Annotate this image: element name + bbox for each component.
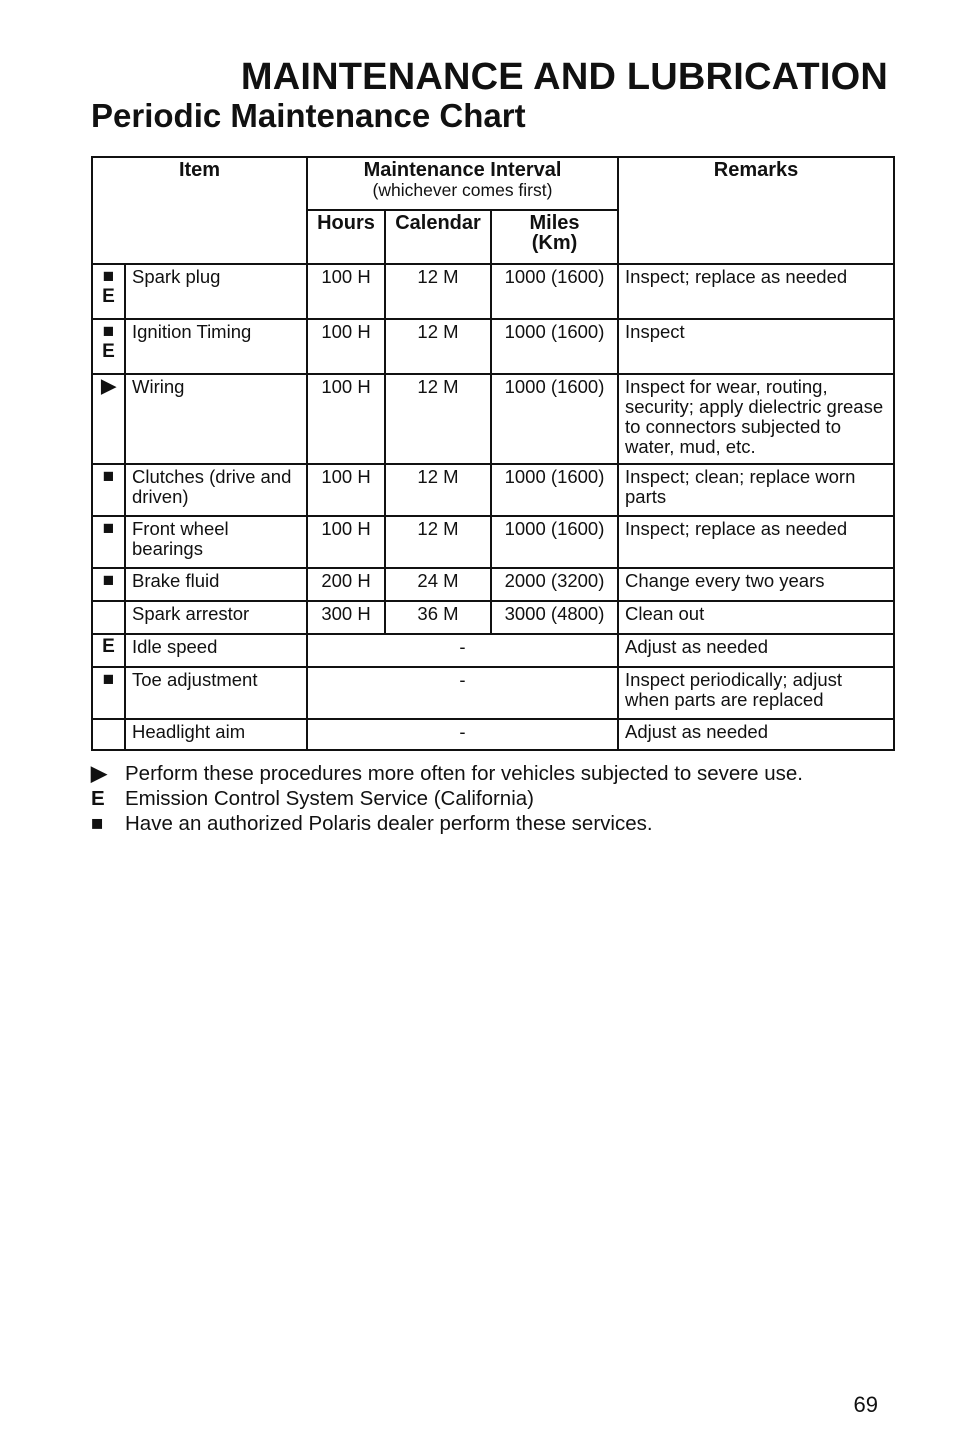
table-header-row <box>92 157 894 210</box>
legend-text: Emission Control System Service (California) <box>125 787 534 810</box>
row-symbols <box>92 264 125 319</box>
remarks-cell: Inspect; replace as needed <box>618 264 894 319</box>
calendar-cell: 36 M <box>385 601 491 634</box>
miles-cell: 1000 (1600) <box>491 374 618 464</box>
calendar-cell: 24 M <box>385 568 491 601</box>
row-symbols <box>92 374 125 464</box>
service-symbol: ■ <box>102 518 115 539</box>
header-miles-unit: (Km) <box>531 232 578 254</box>
row-symbols <box>92 667 125 719</box>
row-symbols <box>92 464 125 516</box>
remarks-cell: Inspect; replace as needed <box>618 516 894 568</box>
hours-cell: 200 H <box>307 568 385 601</box>
table-row <box>92 374 894 464</box>
maintenance-chart-table <box>91 156 895 751</box>
service-symbol: ■ <box>102 669 115 690</box>
item-cell: Clutches (drive and driven) <box>125 464 307 516</box>
calendar-cell: 12 M <box>385 374 491 464</box>
interval-cell: - <box>307 719 618 750</box>
header-calendar: Calendar <box>385 210 491 264</box>
hours-cell: 100 H <box>307 516 385 568</box>
emission-icon: E <box>91 787 105 810</box>
service-symbol: ■ <box>102 570 115 591</box>
hours-cell: 100 H <box>307 264 385 319</box>
header-interval-label: Maintenance Interval <box>363 159 562 181</box>
item-cell: Ignition Timing <box>125 319 307 374</box>
calendar-cell: 12 M <box>385 319 491 374</box>
legend-item <box>91 786 803 811</box>
table-row <box>92 601 894 634</box>
header-interval <box>307 157 618 210</box>
row-symbols <box>92 719 125 750</box>
header-miles-label: Miles <box>529 212 580 234</box>
row-symbols <box>92 319 125 374</box>
remarks-cell: Change every two years <box>618 568 894 601</box>
miles-cell: 1000 (1600) <box>491 464 618 516</box>
table-row <box>92 719 894 750</box>
row-symbols <box>92 634 125 667</box>
row-symbols <box>92 568 125 601</box>
hours-cell: 100 H <box>307 319 385 374</box>
service-symbol: ■ <box>102 266 115 287</box>
header-item: Item <box>92 157 307 264</box>
miles-cell: 2000 (3200) <box>491 568 618 601</box>
hours-cell: 300 H <box>307 601 385 634</box>
header-remarks: Remarks <box>618 157 894 264</box>
remarks-cell: Inspect <box>618 319 894 374</box>
item-cell: Wiring <box>125 374 307 464</box>
table-row <box>92 568 894 601</box>
miles-cell: 1000 (1600) <box>491 516 618 568</box>
header-miles <box>491 210 618 264</box>
page-number: 69 <box>853 1392 878 1417</box>
item-cell: Front wheel bearings <box>125 516 307 568</box>
service-symbol: ■ <box>102 321 115 342</box>
interval-cell: - <box>307 667 618 719</box>
calendar-cell: 12 M <box>385 464 491 516</box>
item-cell: Idle speed <box>125 634 307 667</box>
legend-text: Have an authorized Polaris dealer perform these services. <box>125 812 653 835</box>
table-row <box>92 516 894 568</box>
legend-text: Perform these procedures more often for vehicles subjected to severe use. <box>125 762 803 785</box>
severe-use-symbol: ▶ <box>101 376 116 397</box>
remarks-cell: Clean out <box>618 601 894 634</box>
table-row <box>92 264 894 319</box>
table-row <box>92 464 894 516</box>
item-cell: Headlight aim <box>125 719 307 750</box>
section-title: MAINTENANCE AND LUBRICATION <box>240 56 888 98</box>
calendar-cell: 12 M <box>385 516 491 568</box>
item-cell: Brake fluid <box>125 568 307 601</box>
hours-cell: 100 H <box>307 374 385 464</box>
symbol-legend <box>91 761 803 836</box>
table-row <box>92 319 894 374</box>
remarks-cell: Inspect; clean; replace worn parts <box>618 464 894 516</box>
emission-symbol: E <box>102 636 115 657</box>
severe-use-icon: ▶ <box>91 762 107 785</box>
miles-cell: 3000 (4800) <box>491 601 618 634</box>
remarks-cell: Adjust as needed <box>618 719 894 750</box>
item-cell: Spark arrestor <box>125 601 307 634</box>
legend-item <box>91 811 803 836</box>
item-cell: Toe adjustment <box>125 667 307 719</box>
interval-cell: - <box>307 634 618 667</box>
hours-cell: 100 H <box>307 464 385 516</box>
remarks-cell: Inspect periodically; adjust when parts are replaced <box>618 667 894 719</box>
row-symbols <box>92 601 125 634</box>
table-row <box>92 634 894 667</box>
header-interval-note: (whichever comes first) <box>372 180 553 200</box>
row-symbols <box>92 516 125 568</box>
emission-symbol: E <box>102 286 115 307</box>
service-symbol: ■ <box>102 466 115 487</box>
miles-cell: 1000 (1600) <box>491 264 618 319</box>
emission-symbol: E <box>102 341 115 362</box>
miles-cell: 1000 (1600) <box>491 319 618 374</box>
dealer-service-icon: ■ <box>91 812 104 835</box>
calendar-cell: 12 M <box>385 264 491 319</box>
remarks-cell: Inspect for wear, routing, security; apply dielectric grease to connectors subjected to water, mud, etc. <box>618 374 894 464</box>
item-cell: Spark plug <box>125 264 307 319</box>
remarks-cell: Adjust as needed <box>618 634 894 667</box>
table-row <box>92 667 894 719</box>
page-title: Periodic Maintenance Chart <box>91 97 526 134</box>
legend-item <box>91 761 803 786</box>
header-hours: Hours <box>307 210 385 264</box>
